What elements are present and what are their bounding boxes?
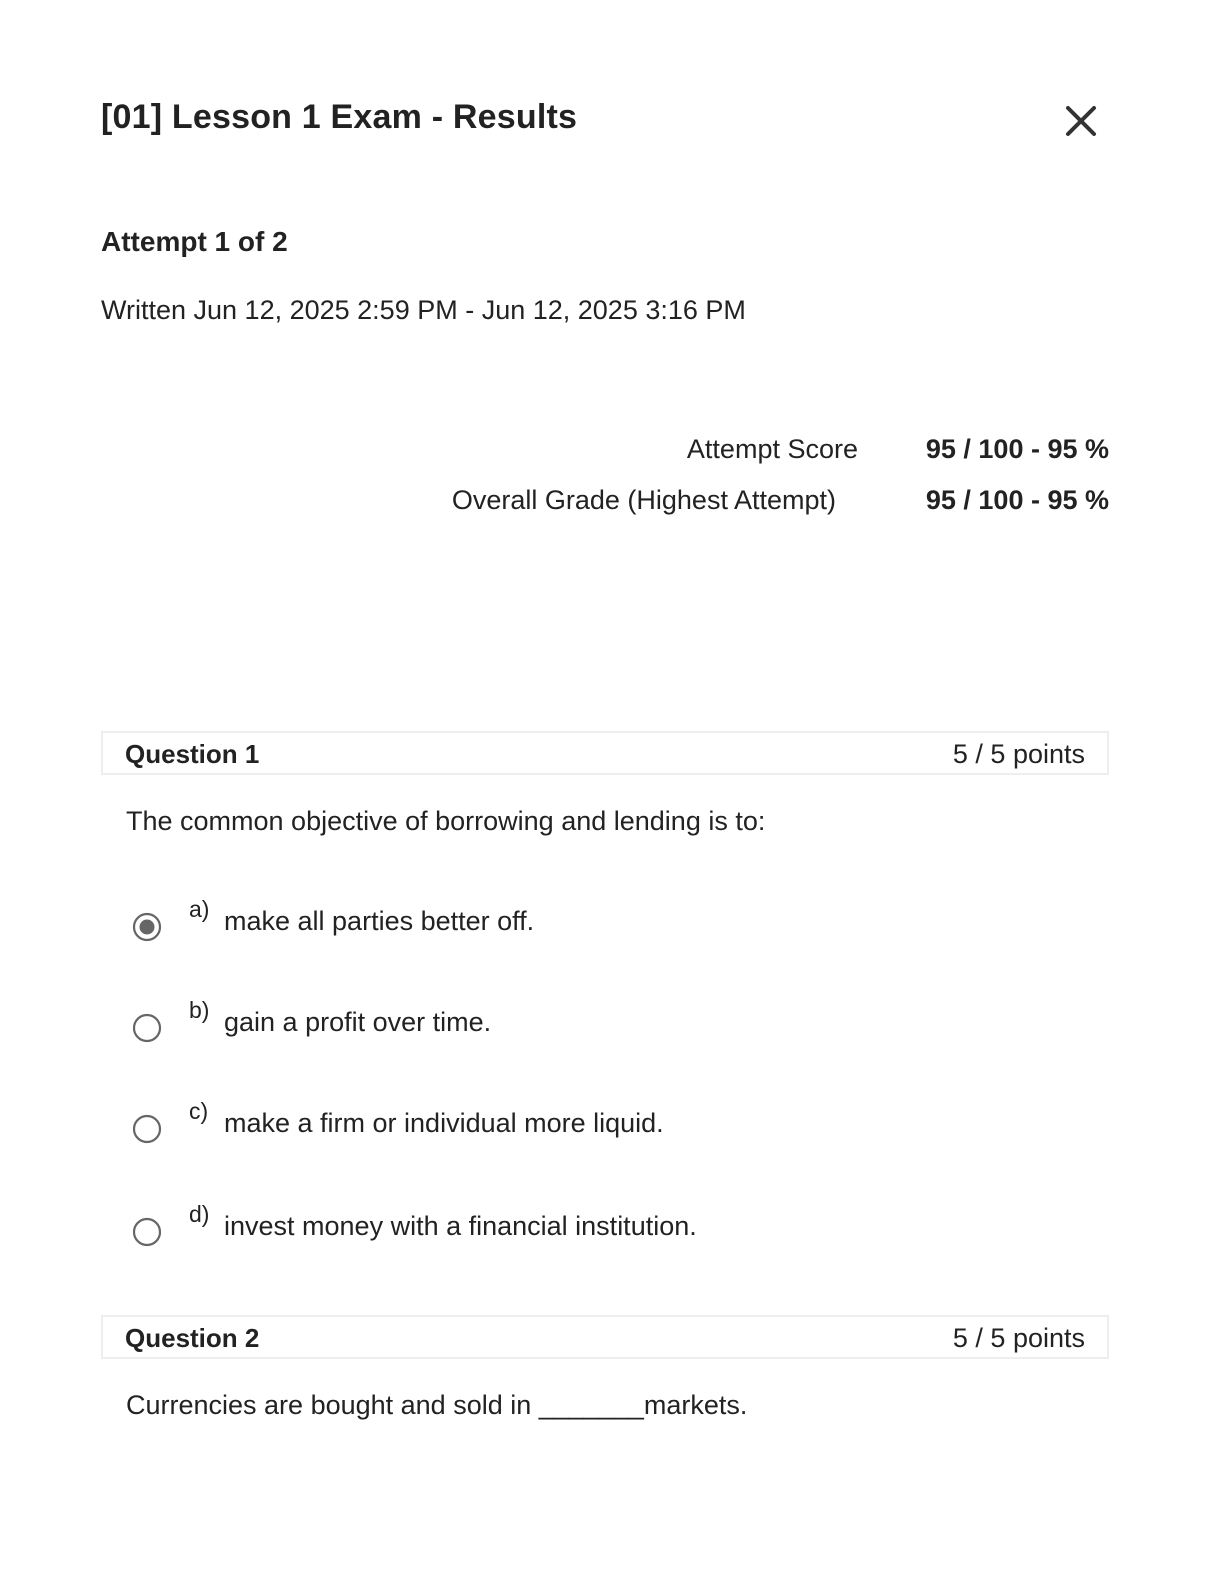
option-text: make a firm or individual more liquid. [224, 1108, 664, 1138]
question-points: 5 / 5 points [952, 1323, 1085, 1353]
question-points: 5 / 5 points [952, 739, 1085, 769]
option-letter: c) [189, 1098, 209, 1124]
close-button[interactable] [1060, 100, 1102, 142]
question-header [101, 1315, 1109, 1359]
answer-option-b[interactable] [132, 997, 1032, 1049]
option-text: invest money with a financial institution. [224, 1211, 697, 1241]
page-title: [01] Lesson 1 Exam - Results [101, 98, 578, 136]
attempt-score-row [0, 434, 1224, 474]
overall-grade-label: Overall Grade (Highest Attempt) [451, 485, 836, 515]
option-letter: d) [189, 1201, 210, 1227]
written-timestamp: Written Jun 12, 2025 2:59 PM - Jun 12, 2025 3:16 PM [101, 295, 746, 325]
radio-unselected-icon[interactable] [132, 1217, 162, 1247]
overall-grade-value: 95 / 100 - 95 % [925, 485, 1109, 515]
close-icon [1060, 100, 1102, 142]
question-title: Question 1 [125, 739, 260, 769]
attempt-heading: Attempt 1 of 2 [101, 226, 288, 257]
question-header [101, 731, 1109, 775]
radio-unselected-icon[interactable] [132, 1013, 162, 1043]
option-text: gain a profit over time. [224, 1007, 492, 1037]
overall-grade-row [0, 485, 1224, 525]
option-letter: b) [189, 997, 210, 1023]
question-text: Currencies are bought and sold in _______markets. [126, 1390, 748, 1420]
attempt-score-label: Attempt Score [686, 434, 858, 464]
attempt-score-value: 95 / 100 - 95 % [925, 434, 1109, 464]
answer-option-d[interactable] [132, 1201, 1032, 1253]
answer-option-c[interactable] [132, 1098, 1032, 1150]
answer-option-a[interactable] [132, 896, 1032, 948]
question-title: Question 2 [125, 1323, 260, 1353]
question-text: The common objective of borrowing and lending is to: [126, 806, 766, 836]
radio-selected-icon[interactable] [132, 912, 162, 942]
option-letter: a) [189, 896, 210, 922]
option-text: make all parties better off. [224, 906, 535, 936]
radio-unselected-icon[interactable] [132, 1114, 162, 1144]
